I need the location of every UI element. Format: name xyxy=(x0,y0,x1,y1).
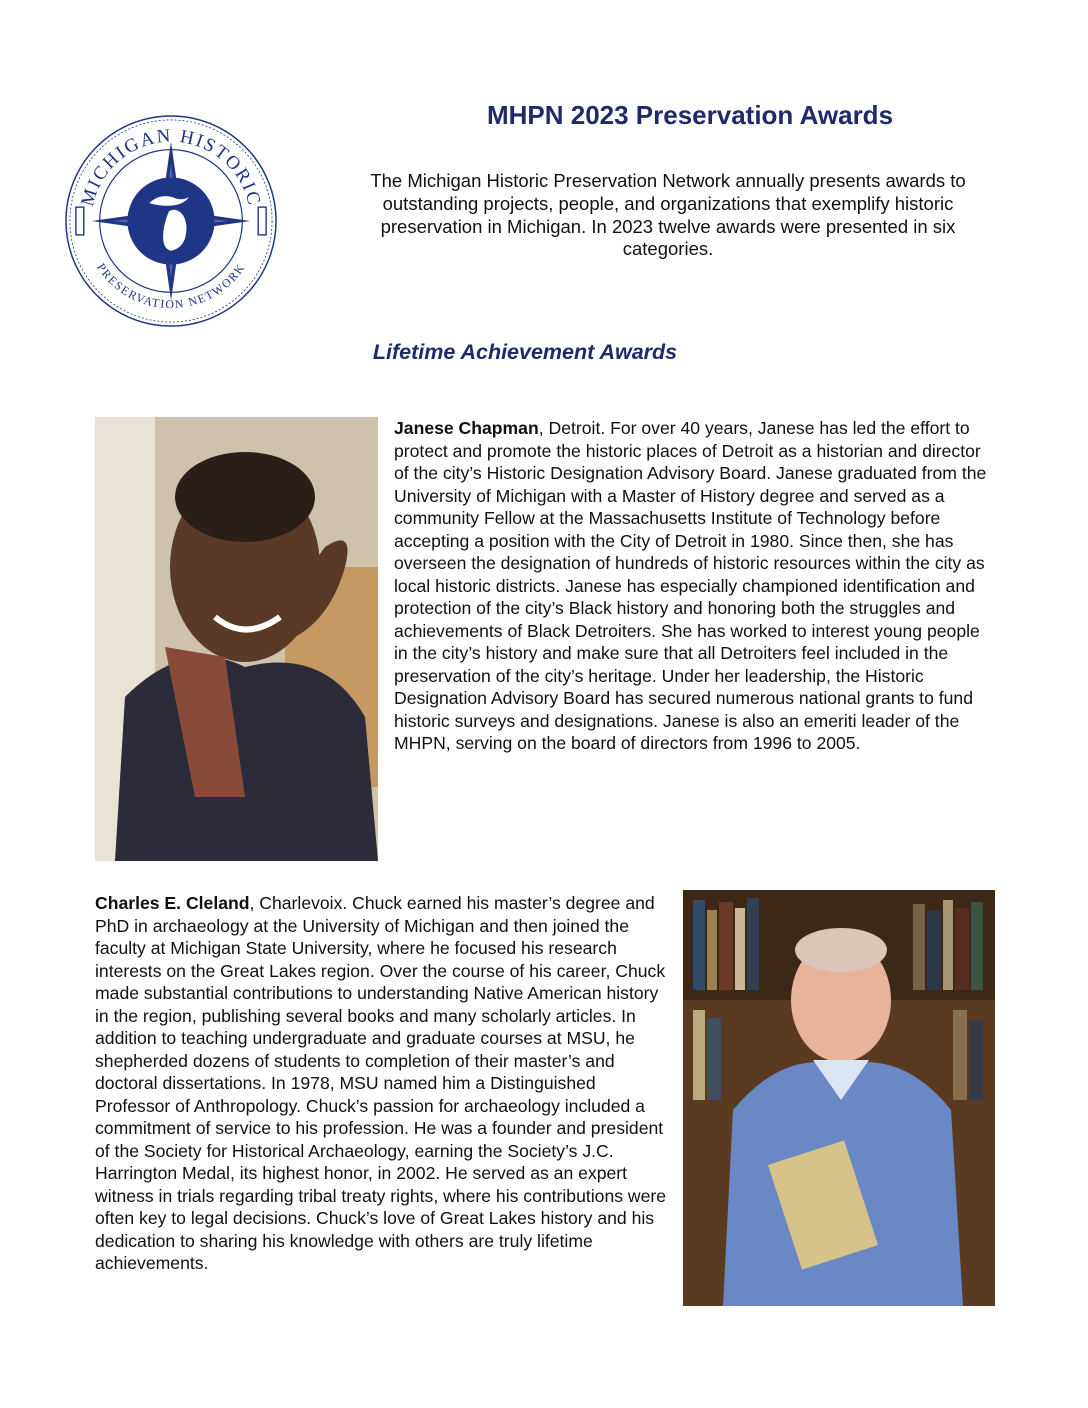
awardee-description: , Detroit. For over 40 years, Janese has led the effort to protect and promote the historic places of Detroit as a historian and director of the city’s Historic Designation Advisory Board. Janese graduated from the University of Michigan with a Master of History degree and served as a community Fellow at the Massachusetts Institute of Technology before accepting a position with the City of Detroit in 1980. Since then, she has overseen the designation of hundreds of historic resources within the city as local historic districts. Janese has especially championed identification and protection of the city’s Black history and honoring both the struggles and achievements of Black Detroiters. She has worked to interest young people in the city’s history and make sure that all Detroiters feel included in the preservation of the city’s heritage. Under her leadership, the Historic Designation Advisory Board has secured numerous national grants to fund historic surveys and designations. Janese is also an emeriti leader of the MHPN, serving on the board of directors from 1996 to 2005. xyxy=(394,418,987,753)
awardee-name: Janese Chapman xyxy=(394,418,539,438)
awardee-bio-janese-chapman xyxy=(394,417,994,755)
mhpn-logo xyxy=(62,112,280,330)
svg-text:MICHIGAN HISTORIC: MICHIGAN HISTORIC xyxy=(77,125,265,209)
awardee-description: , Charlevoix. Chuck earned his master’s degree and PhD in archaeology at the University of Michigan and then joined the faculty at Michigan State University, where he focused his research interests on the Great Lakes region. Over the course of his career, Chuck made substantial contributions to understanding Native American history in the region, publishing several books and many scholarly articles. In addition to teaching undergraduate and graduate courses at MSU, he shepherded dozens of students to completion of their master’s and doctoral dissertations. In 1978, MSU named him a Distinguished Professor of Anthropology. Chuck’s passion for archaeology included a commitment of service to his profession. He was a founder and president of the Society for Historical Archaeology, earning the Society’s J.C. Harrington Medal, its highest honor, in 2002. He served as an expert witness in trials regarding tribal treaty rights, where his contributions were often key to legal decisions. Chuck’s love of Great Lakes history and his dedication to sharing his knowledge with others are truly lifetime achievements. xyxy=(95,893,667,1273)
svg-text:PRESERVATION NETWORK: PRESERVATION NETWORK xyxy=(94,260,248,312)
charles-cleland-photo xyxy=(683,890,995,1306)
section-title: Lifetime Achievement Awards xyxy=(372,340,678,364)
intro-paragraph: The Michigan Historic Preservation Network annually presents awards to outstanding projects, people, and organizations that exemplify historic preservation in Michigan. In 2023 twelve awards were presented in six categories. xyxy=(370,170,966,260)
janese-chapman-photo xyxy=(95,417,378,861)
awardee-name: Charles E. Cleland xyxy=(95,893,250,913)
mhpn-seal-icon xyxy=(62,112,280,330)
awardee-bio-charles-cleland xyxy=(95,892,673,1275)
page-title: MHPN 2023 Preservation Awards xyxy=(486,100,894,130)
